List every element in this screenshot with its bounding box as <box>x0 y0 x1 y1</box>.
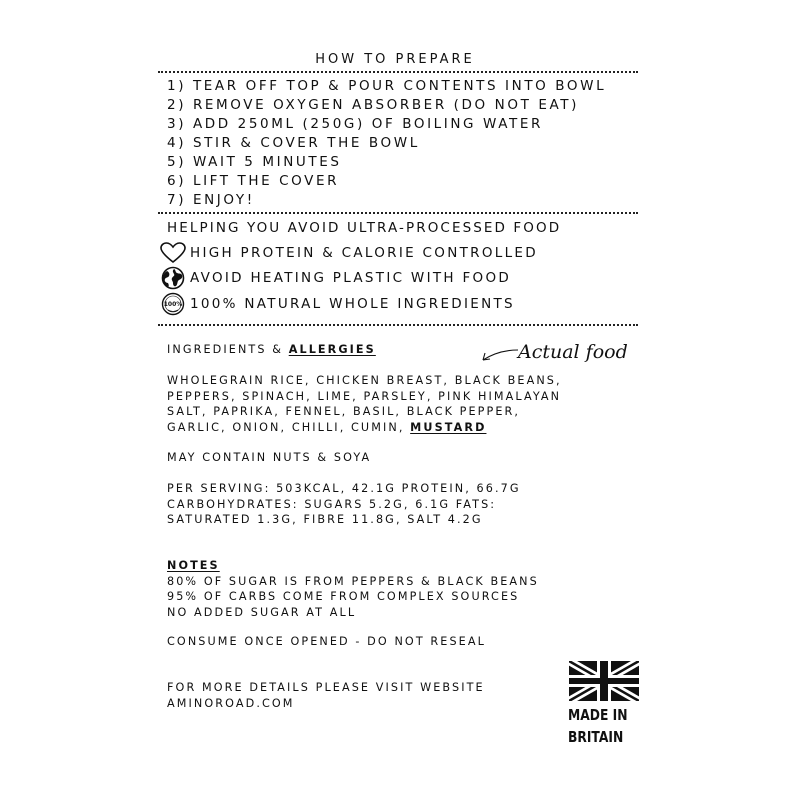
union-jack-flag-icon <box>569 661 639 701</box>
ingredients-line: SALT, PAPRIKA, FENNEL, BASIL, BLACK PEPPER, <box>167 405 521 418</box>
arrow-icon <box>478 346 520 364</box>
feature-text: HIGH PROTEIN & CALORIE CONTROLLED <box>190 245 538 261</box>
notes-line: NO ADDED SUGAR AT ALL <box>167 605 357 619</box>
feature-item <box>160 266 511 290</box>
feature-text: 100% NATURAL WHOLE INGREDIENTS <box>190 296 515 312</box>
globe-icon <box>160 266 186 290</box>
prepare-step: 4) STIR & COVER THE BOWL <box>167 135 420 151</box>
heart-icon <box>160 242 186 264</box>
ingredients-line-text: GARLIC, ONION, CHILLI, CUMIN, <box>167 420 411 434</box>
website-line: FOR MORE DETAILS PLEASE VISIT WEBSITE <box>167 681 485 694</box>
divider <box>158 71 638 73</box>
ingredients-line: PEPPERS, SPINACH, LIME, PARSLEY, PINK HIMALAYAN <box>167 389 562 403</box>
prepare-step: 7) ENJOY! <box>167 192 255 208</box>
may-contain-text: MAY CONTAIN NUTS & SOYA <box>167 451 372 464</box>
how-to-prepare-title: HOW TO PREPARE <box>315 52 475 67</box>
feature-item <box>160 292 515 316</box>
made-in-text: MADE IN <box>568 706 628 724</box>
prepare-step: 1) TEAR OFF TOP & POUR CONTENTS INTO BOWL <box>167 78 607 94</box>
badge-label: 100% <box>163 301 183 308</box>
ingredients-line: WHOLEGRAIN RICE, CHICKEN BREAST, BLACK BEANS, <box>167 374 562 387</box>
ingredients-heading <box>167 342 376 358</box>
prepare-step: 2) REMOVE OXYGEN ABSORBER (DO NOT EAT) <box>167 97 579 113</box>
notes-line: 80% OF SUGAR IS FROM PEPPERS & BLACK BEANS <box>167 574 539 588</box>
nutrition-line: CARBOHYDRATES: SUGARS 5.2G, 6.1G FATS: <box>167 497 497 511</box>
divider <box>158 324 638 326</box>
feature-text: AVOID HEATING PLASTIC WITH FOOD <box>190 270 512 286</box>
natural-100-percent-badge-icon <box>160 292 186 316</box>
prepare-step: 5) WAIT 5 MINUTES <box>167 154 342 170</box>
mustard-allergen: MUSTARD <box>410 420 487 434</box>
prepare-step: 3) ADD 250ML (250G) OF BOILING WATER <box>167 116 543 132</box>
prepare-step: 6) LIFT THE COVER <box>167 173 340 189</box>
nutrition-line: PER SERVING: 503KCAL, 42.1G PROTEIN, 66.7G <box>167 482 521 495</box>
nutrition-line: SATURATED 1.3G, FIBRE 11.8G, SALT 4.2G <box>167 513 483 526</box>
britain-text: BRITAIN <box>568 728 624 746</box>
ingredients-line <box>167 420 486 436</box>
consume-text: CONSUME ONCE OPENED - DO NOT RESEAL <box>167 635 486 648</box>
notes-heading: NOTES <box>167 559 220 572</box>
website-url: AMINOROAD.COM <box>167 696 295 710</box>
allergies-heading: ALLERGIES <box>288 343 376 356</box>
notes-line: 95% OF CARBS COME FROM COMPLEX SOURCES <box>167 590 520 603</box>
feature-item <box>160 242 538 264</box>
actual-food-annotation: Actual food <box>518 341 628 363</box>
ingredients-heading-text: INGREDIENTS & <box>167 343 289 356</box>
divider <box>158 212 638 214</box>
helping-title: HELPING YOU AVOID ULTRA-PROCESSED FOOD <box>167 220 562 236</box>
